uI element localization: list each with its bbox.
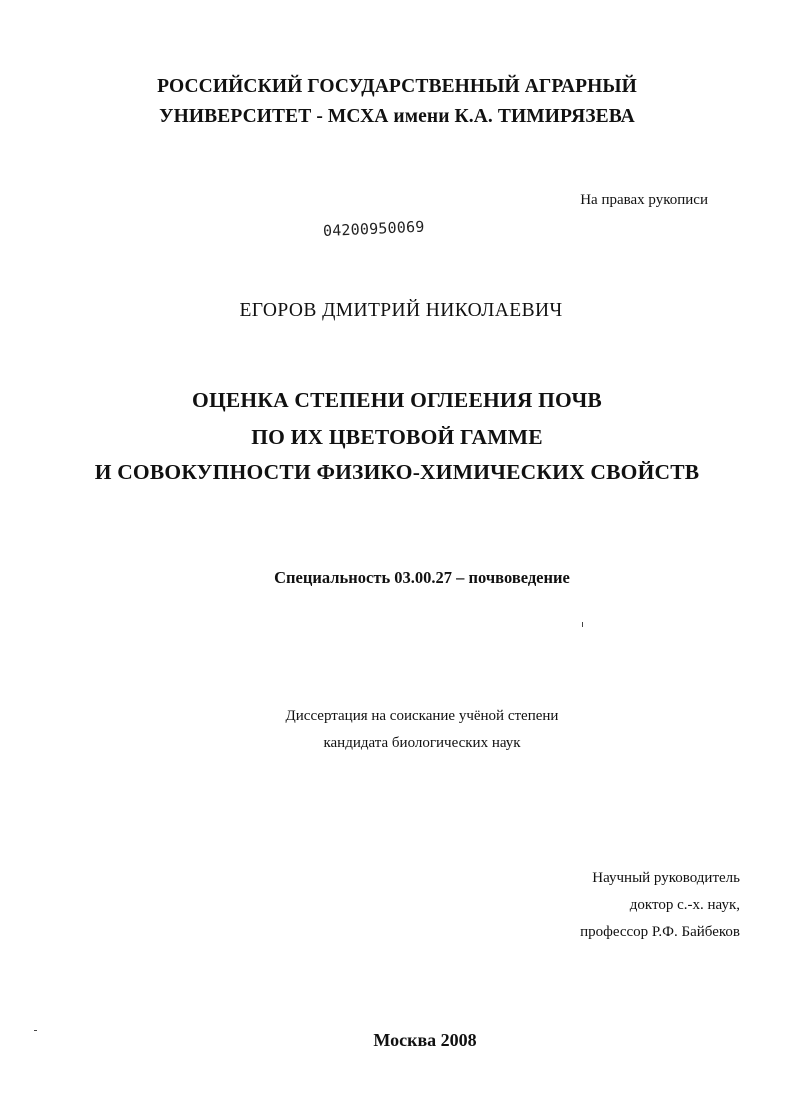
scan-speck: [582, 622, 583, 627]
advisor-role: Научный руководитель: [592, 870, 740, 886]
thesis-title-line2: ПО ИХ ЦВЕТОВОЙ ГАММЕ: [251, 425, 543, 449]
specialty: Специальность 03.00.27 – почвоведение: [274, 568, 570, 587]
degree-line1: Диссертация на соискание учёной степени: [285, 708, 559, 724]
advisor-degree: доктор с.-х. наук,: [629, 897, 740, 913]
degree-line2: кандидата биологических наук: [323, 735, 521, 751]
thesis-title-line1: ОЦЕНКА СТЕПЕНИ ОГЛЕЕНИЯ ПОЧВ: [192, 388, 602, 412]
manuscript-note: На правах рукописи: [580, 192, 708, 208]
author-name: ЕГОРОВ ДМИТРИЙ НИКОЛАЕВИЧ: [239, 300, 563, 321]
university-name-line1: РОССИЙСКИЙ ГОСУДАРСТВЕННЫЙ АГРАРНЫЙ: [157, 76, 637, 97]
city-year: Москва 2008: [373, 1030, 477, 1050]
advisor-name: профессор Р.Ф. Байбеков: [580, 924, 740, 940]
university-name-line2: УНИВЕРСИТЕТ - МСХА имени К.А. ТИМИРЯЗЕВА: [159, 106, 635, 127]
registration-number-stamp: 04200950069: [322, 217, 425, 240]
thesis-title-line3: И СОВОКУПНОСТИ ФИЗИКО-ХИМИЧЕСКИХ СВОЙСТВ: [94, 460, 700, 484]
